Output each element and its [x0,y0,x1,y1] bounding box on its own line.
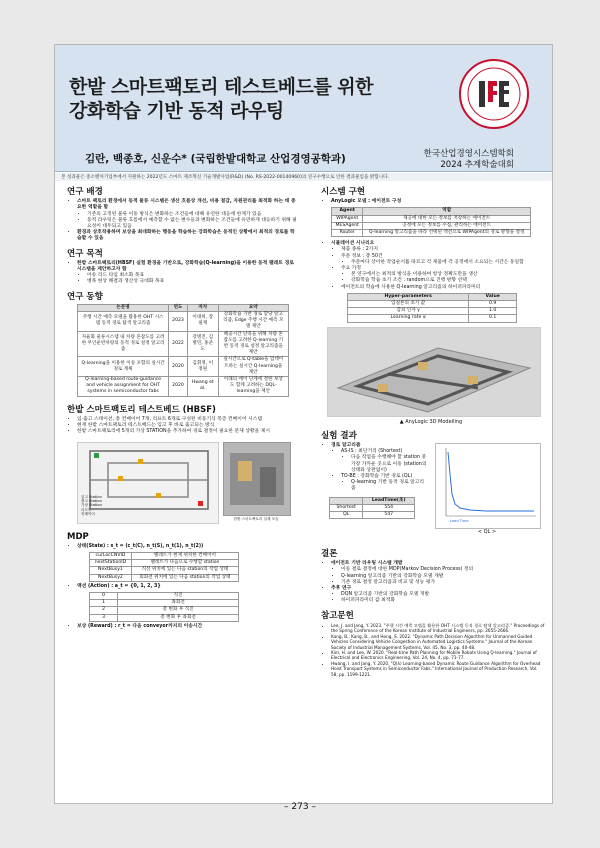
table-cell: Shortest [330,504,363,511]
legend-item: 출고 Station [81,498,102,503]
venue-event: 2024 추계학술대회 [440,160,514,170]
table-cell: 회화전 위치에 있는 다음 station의 작업 상태 [131,574,238,581]
leadtime-table [329,497,415,520]
anylogic-3d-model [327,327,541,417]
table-row [332,222,531,229]
model-caption: ▲ AnyLogic 3D Modelling [399,418,463,425]
table-cell: MESAgent [332,222,363,229]
legend-item: 가상 Station [81,503,102,508]
table-cell: Learning rate α [348,315,469,322]
table-cell: 자율화 물류시스템 내 차량 혼잡도를 고려한 무인운반차량의 동적 경로 설정 알고리즘 [78,331,169,357]
table-cell: 547 [363,512,415,519]
table-cell: 팰레트가 다음으로 수행할 station [131,560,238,567]
poster-title [69,75,373,123]
list-item: • 스마트 팩토리 환경에서 동적 물류 시스템은 생산 흐름상 개선, 비용 절감, 자원관리를 최적화 하는 데 중요한 역할을 함 [77,199,299,211]
table-cell: 팰레트가 현재 위치한 컨베이어 [131,552,238,559]
table-row [330,512,415,519]
list-item: • AnyLogic 모델 : 에이전트 구성 [331,199,545,205]
table-cell: Q-learning 알고리즘을 따라 선택된 액션으로 WIPAgent의 경로 방향을 결정 [363,230,531,237]
section-title-hbsf: 한밭 스마트팩토리 테스트베드 (HBSF) [67,404,216,415]
table-cell: 감쇠 인자 γ [348,308,469,315]
table-cell: 좌회전 [118,600,239,607]
list-item: • 한밭 스마트팩토리(HBSF) 실험 환경을 기반으로, 강화학습(Q-learning)을 이용한 동적 팰레트 경로 시스템을 제안하고자 함 [77,261,299,273]
action-table [89,592,239,622]
table-cell: 혜골시간 단축을 위해 차량 혼잡도를 고려한 Q-learning 기반 동적 경로 설정 알고리즘을 제안 [218,331,288,357]
section-title-purpose: 연구 목적 [67,248,103,259]
table-cell: 554 [363,504,415,511]
agent-table [331,207,531,237]
list-item: • 하이퍼파라미터 값 최적화 [341,598,545,604]
table-cell: nextStationID [90,560,132,567]
list-item: • 에이전트의 학습에 사용한 Q-learning 알고리즘의 하이퍼파라미터 [341,285,545,291]
list-item: • 동적 라우팅은 물류 흐름에서 예측할 수 없는 변수들과 변화하는 조건들에 유연하게 대응하기 위해 필요성이 대두되고 있음 [87,218,299,230]
table-cell: 실시간으로 Q-table을 업데이트하는 실시간 Q-learning을 제안 [218,357,288,377]
system-list [331,199,545,205]
list-item: • 입·출고 스테이션, 총 컨베이어 7개, 리프트 6개로 구성된 비동기식 복층 컨베이어 시스템 [77,417,299,423]
list-item: • 제품 종류 : 2가지 [341,247,545,253]
state-table [89,552,239,582]
table-cell: 1.0 [469,308,517,315]
list-item: • 추후 연구 [331,586,545,592]
poster [54,44,553,804]
table-cell: WIPAgent [332,215,363,222]
section-title-trends: 연구 동향 [67,291,103,302]
list-item: • 환경과 상호작용하며 보상을 최대화하는 행동을 학습하는 강화학습은 동적인 상황에서 최적의 경로를 학습할 수 있음 [77,230,299,242]
hyperparameter-table [347,293,517,323]
table-cell: 2 [90,607,118,614]
table-header: Value [469,293,517,300]
table-cell: 입실론의 초기 값 [348,301,469,308]
section-title-background: 연구 배경 [67,187,103,197]
trends-table [77,304,289,397]
list-item: • 주요 가정 [341,266,545,272]
table-cell: 직선 위치에 있는 다음 station의 작업 상태 [131,567,238,574]
table-header: 연도 [169,304,188,311]
acknowledgement: 본 성과물은 중소벤처기업부에서 지원하는 2022년도 스마트 제조혁신 기술개발사업(R&D) (No. RS-2022-00140960)의 연구수행으로 인한 결과물임을 밝힙니다. [55,173,552,181]
factory-photo-icon [224,443,290,515]
table-row [90,607,239,614]
reference-item: • Kang, B., Kang, B., and Hong, S. 2022. "Dynamic Path Decision Algorithm for Unmanned Guided Vehicles Considering Vehicle Congestion in Automated Logistics Systems." Journal of the Korean Society of Industrial Management Systems, Vol. 45, No. 3, pp. 40-48. [331,634,545,650]
list-item: • Q-learning 기반 동적 경로 알고리즘 [351,480,427,492]
table-header: 역할 [363,208,531,215]
table-row [348,308,517,315]
results-text [317,443,427,519]
list-item: • 주문마다 상이한 작업순서를 따르고 각 제품에 각 공정에서 소요되는 시간은 동일함 [351,260,545,266]
table-header: 논문명 [78,304,169,311]
table-cell: 총 변화 후 좌회전 [118,614,239,621]
results-block [317,443,545,545]
table-cell: 이례의 에이 단계에 결한 보상도 함께 고려하는 DQL-learning을 제안 [218,377,288,397]
anylogic-model-icon [328,328,540,416]
table-cell: 0.1 [469,315,517,322]
title-line-1: 한밭 스마트팩토리 테스트베드를 위한 [69,76,374,98]
table-header: Agent [332,208,363,215]
list-item: • 이동 결로 결정에 대한 MDP(Markov Decision Process) 정의 [341,567,545,573]
title-line-2: 강화학습 기반 동적 라우팅 [69,100,284,122]
list-item: • 현재 한밭 스마트팩토리 테스트베드는 입고 후 바로 출고되는 방식 [77,423,299,429]
table-cell: 2020 [169,357,188,377]
chart-legend: Lead Time [450,519,469,524]
section-title-mdp: MDP [67,531,89,542]
table-row [90,567,239,574]
table-cell: NextBusy2 [90,574,132,581]
table-row [330,504,415,511]
reference-item: • Lee, J. and Jang, Y. 2023. "주행 시간 예측 모델을 활용한 OHT 시스템 동적 경로 탐색 알고리즘." Proceedings of the Spring Conference of the Korean Institute of Industrial Engineers, pp. 2655-2666. [331,623,545,634]
list-item: • 병목 현상 해결과 생산성 극대화 목표 [87,279,299,285]
table-cell: 강화학습 기반 경로 할당 알고리즘, Edge 주행 시간 예측 모델 제안 [218,312,288,332]
poster-header [55,45,552,172]
table-header: 저자 [187,304,218,311]
table-row [348,315,517,322]
list-item: • 시뮬레이션 시나리오 [331,241,545,247]
table-row [90,600,239,607]
table-cell: 2022 [169,331,188,357]
table-row [90,574,239,581]
table-header: LeadTime(초) [363,497,415,504]
references-list [331,623,545,677]
table-cell: 총 변화 후 직진 [118,607,239,614]
section-title-results: 실험 결과 [321,430,357,441]
table-row [332,230,531,237]
table-row [348,301,517,308]
table-cell: 김휘정, 이정원 [187,357,218,377]
table-cell: 공정에 모든 정보를 수집, 관리하는 에이전트 [363,222,531,229]
table-cell: 1 [90,600,118,607]
legend-item: 입고 Station [81,494,102,499]
table-row [78,357,289,377]
table-row [90,592,239,599]
table-cell: 0 [90,592,118,599]
list-item: • DQN 알고리즘 기반의 강화학습 모델 개발 [341,592,545,598]
list-item: • 보상 (Reward) : r_t = 다음 conveyor까지의 이송시간 [77,624,299,630]
table-cell: NextBusy1 [90,567,132,574]
table-cell: 이대희, 장필재 [187,312,218,332]
table-cell: 3 [90,614,118,621]
simulation-list [331,241,545,291]
legend-item: 리프트 [81,507,92,512]
ql-chart [435,443,541,529]
table-cell: 2023 [169,312,188,332]
photo-caption: 한밭 스마트팩토리 실제 모습 [233,516,279,521]
section-title-references: 참고문헌 [321,610,354,621]
left-column [63,185,299,630]
hbsf-list [77,417,299,436]
list-item: • 상태(State) : s_t = (c_t(C), n_t(S), n_t(1), n_t(2)) [77,544,299,550]
mdp-action-list [77,584,299,590]
chart-caption: < QL > [477,529,497,536]
venue [424,149,514,171]
list-item: • 다음 작업을 수행해야 할 station 중 가장 가까운 곳으로 이동 (station의 상태와 상관없이) [351,455,427,474]
layout-diagram [77,442,219,524]
table-header: 요약 [218,304,288,311]
table-cell: 주행 시간 예측 모델을 활용한 OHT 시스템 동적 경로 탐색 알고리즘 [78,312,169,332]
mdp-list [77,544,299,550]
page-number: – 273 – [284,802,316,812]
table-cell: 직진 [118,592,239,599]
table-cell: 0.9 [469,301,517,308]
list-item: • 강화학습 학습 초기 조건 : random으로 진행 방향 선택 [351,278,545,284]
table-cell: QL [330,512,363,519]
hbsf-figure [77,442,291,528]
table-row [90,614,239,621]
list-item: • TO-BE : 강화학습 기반 경로 (QL) [341,474,427,480]
section-title-conclusion: 결론 [321,549,338,560]
conclusion-list [331,561,545,604]
authors: 김란, 백종호, 신운수* (국립한밭대학교 산업경영공학과) [85,153,346,165]
table-cell: curLocCNVID [90,552,132,559]
table-row [332,215,531,222]
table-cell: 제공에 대한 모든 정보를 저장하는 에이전트 [363,215,531,222]
list-item: • 본 연구에서는 최적의 방식을 이용하여 항상 정확도만을 생산 [351,272,545,278]
leadtime-chart-icon [436,444,540,528]
table-row [78,377,289,397]
list-item: • Q-learning 알고리즘 기반의 강화학습 모델 개발 [341,574,545,580]
legend-item: 컨베이어 [81,512,95,517]
table-cell: Q-learning-based route-guidance and vehicle assignment for OHT systems in semiconductor fabs [78,377,169,397]
list-item: • AS-IS : 최단거리 (Shortest) [341,449,427,455]
table-cell: 강병진, 김병민, 홍준도 [187,331,218,357]
mdp-reward-list [77,624,299,630]
table-header: Hyper-parameters [348,293,469,300]
table-header [330,497,363,504]
reference-item: • Kim, H. and Lee, W. 2020. "Real-time Path Planning for Mobile Robots Using Q-learning." Journal of Electrical and Electronics Engineering, Vol. 24, No. 4, pp. 71-77. [331,650,545,661]
list-item: • 경로 알고리즘 [331,443,427,449]
table-cell: Hwang et al. [187,377,218,397]
list-item: • 기존 경로 결정 알고리즘과 비교 및 성능 평가 [341,580,545,586]
table-cell: Router [332,230,363,237]
list-item: • 한밭 스마트팩토리에 5개의 가상 STATION을 추가하여 경로 결정이 필요한 문제 상황을 제시 [77,429,299,435]
table-row [78,331,289,357]
background-list [77,199,299,242]
list-item: • 에이전트 기반 라우팅 시스템 개발 [331,561,545,567]
layout-legend [81,495,102,517]
table-row [78,312,289,332]
right-column [317,185,545,677]
purpose-list [77,261,299,286]
list-item: • 기존의 고정된 물류 이동 방식은 변화하는 조건들에 대해 유연한 대응에 한계가 있음 [87,212,299,218]
table-row [90,560,239,567]
list-item: • 이송 리드 타임 최소화 목표 [87,273,299,279]
list-item: • 주문 정보 : 총 50건 [341,254,545,260]
table-row [90,552,239,559]
factory-photo [223,442,291,516]
section-title-system: 시스템 구현 [321,187,366,197]
society-logo-icon [457,57,531,131]
table-cell: 2020 [169,377,188,397]
venue-name: 한국산업경영시스템학회 [423,149,514,159]
reference-item: • Hwang, I. and Jang, Y. 2020. "Q(λ) Learning-based Dynamic Route Guidance Algorithm for Overhead Hoist Transport Systems in Semiconductor Fabs." International Journal of Production Research, Vol. 58, pp. 1199-1221. [331,661,545,677]
list-item: • 액션 (Action) : a_t = {0, 1, 2, 3} [77,584,299,590]
table-cell: Q-learning을 이용한 이송 포함의 실시간 경로 계획 [78,357,169,377]
